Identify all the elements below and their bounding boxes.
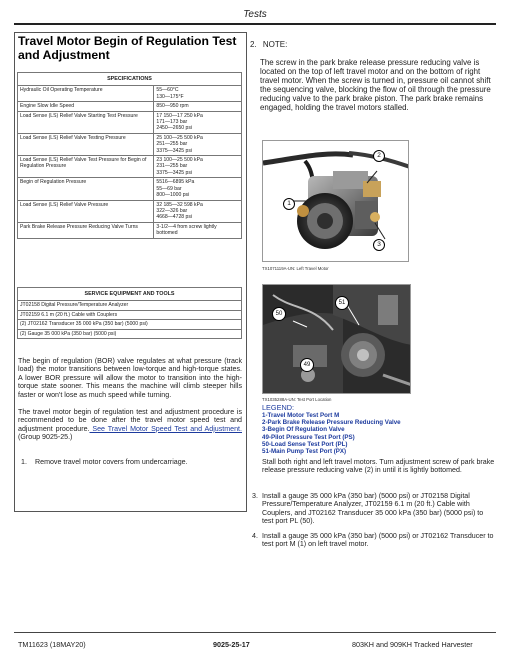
spec-value	[154, 102, 242, 111]
callout-3: 3	[373, 239, 385, 251]
legend-item: 3-Begin Of Regulation Valve	[262, 426, 345, 434]
spec-row	[18, 156, 242, 178]
step-2-note	[250, 40, 287, 49]
spec-value-line: 2450—2650 psi	[156, 125, 193, 132]
spec-value	[154, 200, 242, 222]
spec-row	[18, 111, 242, 133]
step-number: 3.	[252, 492, 258, 500]
equipment-table	[17, 287, 242, 339]
spec-name: Load Sense (LS) Relief Valve Starting Test Pressure	[18, 111, 154, 133]
footer-machine: 803KH and 909KH Tracked Harvester	[352, 640, 473, 649]
footer-page-number: 9025-25-17	[213, 640, 250, 649]
spec-name: Engine Slow Idle Speed	[18, 102, 154, 111]
specifications-heading: SPECIFICATIONS	[18, 73, 242, 86]
step-text: Install a gauge 35 000 kPa (350 bar) (5000 psi) or JT02158 Digital Pressure/Temperature Analyzer, JT02159 6.1 m (20 ft.) Cable with Couplers, and JT02162 Transducer 35 000 kPa (350 bar) (5000 psi) to test port PL (50).	[262, 492, 484, 526]
spec-value-line: 231—255 bar	[156, 163, 188, 170]
spec-row	[18, 102, 242, 111]
spec-name: Load Sense (LS) Relief Valve Test Pressure for Begin of Regulation Pressure	[18, 156, 154, 178]
spec-value-line: 130—175°F	[156, 93, 184, 100]
equipment-item: (2) Gauge 35 000 kPa (350 bar) (5000 psi)	[18, 329, 242, 338]
spec-value	[154, 86, 242, 102]
footer-rule	[14, 632, 496, 633]
spec-value-line: 4668—4728 psi	[156, 214, 193, 221]
procedure-text: The travel motor begin of regulation test and adjustment procedure is recommended to be done after the travel motor speed test and adjustment procedure.	[18, 408, 242, 433]
spec-value-line: 171—173 bar	[156, 119, 188, 126]
spec-value-line: 23 100—25 500 kPa	[156, 157, 203, 164]
procedure-paragraph	[18, 408, 242, 442]
step-4	[252, 532, 496, 552]
spec-name: Hydraulic Oil Operating Temperature	[18, 86, 154, 102]
callout-49: 49	[300, 358, 314, 372]
legend-item: 2-Park Brake Release Pressure Reducing Valve	[262, 419, 401, 427]
equipment-row	[18, 329, 242, 338]
header-rule	[14, 23, 496, 25]
equipment-item: (2) JT02162 Transducer 35 000 kPa (350 bar) (5000 psi)	[18, 320, 242, 329]
spec-name: Load Sense (LS) Relief Valve Pressure	[18, 200, 154, 222]
spec-value-line: 5516—6895 kPa	[156, 179, 195, 186]
callout-2: 2	[373, 150, 385, 162]
section-title: Travel Motor Begin of Regulation Test and Adjustment	[18, 34, 237, 62]
stall-instructions: Stall both right and left travel motors. Turn adjustment screw of park brake release pressure reducing valve (2) in until it is lightly bottomed.	[262, 458, 495, 475]
step-text: Remove travel motor covers from undercarriage.	[35, 458, 188, 466]
group-reference: (Group 9025-25.)	[18, 433, 73, 442]
spec-name: Load Sense (LS) Relief Valve Testing Pressure	[18, 133, 154, 155]
spec-value	[154, 133, 242, 155]
spec-row	[18, 222, 242, 238]
spec-value-line: 3375—3425 psi	[156, 147, 193, 154]
footer-doc-id: TM11623 (18MAY20)	[18, 640, 86, 649]
step-number: 2.	[250, 40, 257, 49]
step-number: 1.	[21, 458, 27, 466]
specifications-table	[17, 72, 242, 239]
equipment-item: JT02158 Digital Pressure/Temperature Analyzer	[18, 301, 242, 310]
legend-item: 50-Load Sense Test Port (PL)	[262, 440, 348, 448]
legend-item: 51-Main Pump Test Port (PX)	[262, 448, 347, 456]
step-3	[252, 492, 496, 536]
speed-test-link[interactable]: See Travel Motor Speed Test and Adjustment.	[89, 424, 242, 433]
spec-value-line: 17 150—17 250 kPa	[156, 112, 203, 119]
spec-row	[18, 200, 242, 222]
spec-value-line: 32 185—32 598 kPa	[156, 201, 203, 208]
spec-value-line: 3375—3425 psi	[156, 169, 193, 176]
spec-name: Begin of Regulation Pressure	[18, 178, 154, 200]
callout-1: 1	[283, 198, 295, 210]
spec-value-line: 25 100—25 500 kPa	[156, 134, 203, 141]
spec-value-line: 800—1000 psi	[156, 192, 190, 199]
spec-row	[18, 86, 242, 102]
spec-value-line: 3-1/2—4 from screw lightly bottomed	[156, 223, 217, 237]
figure-2-caption: TX1035288A-UN: Test Port Location	[262, 397, 332, 402]
spec-value-line: 850—950 rpm	[156, 103, 189, 110]
note-label: NOTE:	[262, 40, 288, 49]
spec-value-line: 55—69 bar	[156, 185, 182, 192]
step-number: 4.	[252, 532, 258, 540]
spec-value-line: 251—255 bar	[156, 141, 188, 148]
legend-item: 49-Pilot Pressure Test Port (PS)	[262, 433, 355, 441]
legend-item: 1-Travel Motor Test Port M	[262, 412, 340, 419]
spec-value-line: 55—60°C	[156, 87, 179, 94]
spec-row	[18, 133, 242, 155]
note-text: The screw in the park brake release pressure reducing valve is located on the top of left travel motor and on the bottom of right travel motor. When the screw is turned in, pressure oil cannot shift the sequencing valve, blocking the flow of oil through the pressure reducing valve to the park brake piston. The park brake remains engaged, holding the travel motors stalled.	[260, 58, 491, 113]
callout-51: 51	[335, 296, 349, 310]
callout-50: 50	[272, 307, 286, 321]
equipment-item: JT02159 6.1 m (20 ft.) Cable with Couplers	[18, 310, 242, 319]
equipment-row	[18, 301, 242, 310]
spec-row	[18, 178, 242, 200]
legend-heading: LEGEND:	[262, 403, 295, 412]
spec-value-line: 322—326 bar	[156, 207, 188, 214]
page-header-title: Tests	[243, 9, 267, 20]
intro-paragraph: The begin of regulation (BOR) valve regulates at what pressure (track load) the motor transitions between low-torque and high-torque states. A lower BOR pressure will allow the motor to transition into the high-torque state sooner. This means the machine will climb steeper hills faster or won't lose as much speed while turning.	[18, 357, 242, 399]
spec-name: Park Brake Release Pressure Reducing Valve Turns	[18, 222, 154, 238]
spec-value	[154, 111, 242, 133]
step-1	[18, 458, 242, 468]
figure-1-caption: TX1071119A-UN: Left Travel Motor	[262, 266, 329, 271]
spec-value	[154, 222, 242, 238]
equipment-heading: SERVICE EQUIPMENT AND TOOLS	[18, 288, 242, 301]
step-text: Install a gauge 35 000 kPa (350 bar) (5000 psi) or JT02162 Transducer to test port M (1) on left travel motor.	[262, 532, 494, 549]
legend-list	[262, 412, 401, 455]
equipment-row	[18, 320, 242, 329]
spec-value	[154, 178, 242, 200]
equipment-row	[18, 310, 242, 319]
spec-value	[154, 156, 242, 178]
